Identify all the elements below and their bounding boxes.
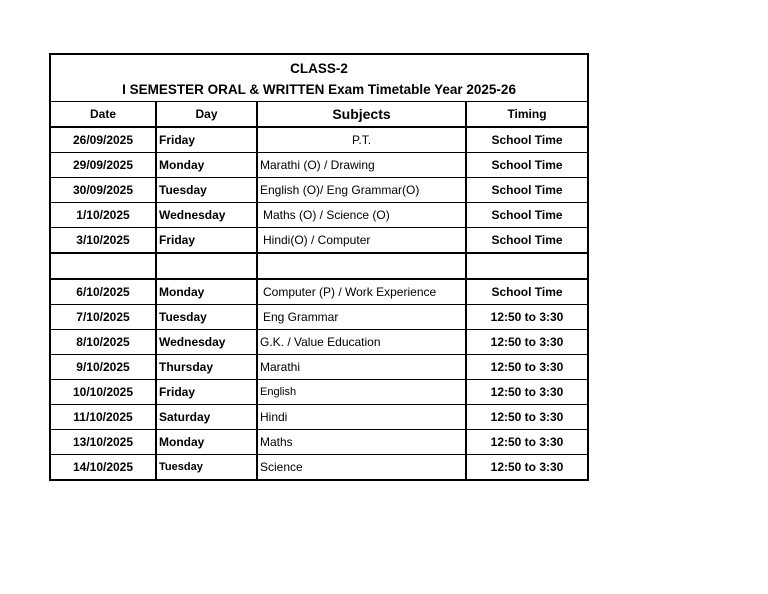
exam-date: 8/10/2025: [50, 330, 156, 355]
exam-subject: G.K. / Value Education: [257, 330, 466, 355]
exam-timing: 12:50 to 3:30: [466, 380, 588, 405]
exam-day: Monday: [156, 430, 257, 455]
blank-cell: [50, 253, 156, 279]
exam-date: 14/10/2025: [50, 455, 156, 481]
blank-cell: [466, 253, 588, 279]
table-row: [50, 305, 588, 330]
exam-day: Saturday: [156, 405, 257, 430]
exam-day: Monday: [156, 153, 257, 178]
table-row: [50, 279, 588, 305]
exam-subject: Marathi (O) / Drawing: [257, 153, 466, 178]
exam-subject: English: [257, 380, 466, 405]
exam-date: 29/09/2025: [50, 153, 156, 178]
exam-timing: 12:50 to 3:30: [466, 430, 588, 455]
table-row: [50, 380, 588, 405]
table-row: [50, 405, 588, 430]
exam-subject: P.T.: [257, 127, 466, 153]
exam-timing: 12:50 to 3:30: [466, 355, 588, 380]
exam-timing: 12:50 to 3:30: [466, 305, 588, 330]
exam-subject: Hindi: [257, 405, 466, 430]
blank-cell: [257, 253, 466, 279]
table-row: [50, 355, 588, 380]
exam-day: Tuesday: [156, 305, 257, 330]
class-title: CLASS-2: [50, 54, 588, 79]
exam-date: 3/10/2025: [50, 228, 156, 254]
table-row: [50, 178, 588, 203]
exam-day: Tuesday: [156, 455, 257, 481]
subjects-column-header: Subjects: [257, 102, 466, 128]
exam-day: Tuesday: [156, 178, 257, 203]
exam-timing: School Time: [466, 203, 588, 228]
exam-subject: Marathi: [257, 355, 466, 380]
exam-day: Thursday: [156, 355, 257, 380]
exam-subject: Maths: [257, 430, 466, 455]
exam-day: Friday: [156, 127, 257, 153]
exam-date: 13/10/2025: [50, 430, 156, 455]
date-column-header: Date: [50, 102, 156, 128]
exam-day: Monday: [156, 279, 257, 305]
exam-date: 1/10/2025: [50, 203, 156, 228]
exam-day: Wednesday: [156, 330, 257, 355]
exam-timing: 12:50 to 3:30: [466, 455, 588, 481]
table-row: [50, 330, 588, 355]
blank-cell: [156, 253, 257, 279]
exam-subject: Eng Grammar: [257, 305, 466, 330]
exam-timing: School Time: [466, 127, 588, 153]
day-column-header: Day: [156, 102, 257, 128]
timing-column-header: Timing: [466, 102, 588, 128]
exam-subject: English (O)/ Eng Grammar(O): [257, 178, 466, 203]
exam-date: 7/10/2025: [50, 305, 156, 330]
table-row: [50, 203, 588, 228]
exam-subject: Hindi(O) / Computer: [257, 228, 466, 254]
exam-subject: Computer (P) / Work Experience: [257, 279, 466, 305]
table-row: [50, 455, 588, 481]
exam-day: Friday: [156, 380, 257, 405]
exam-timing: School Time: [466, 153, 588, 178]
exam-date: 9/10/2025: [50, 355, 156, 380]
exam-date: 10/10/2025: [50, 380, 156, 405]
exam-subject: Maths (O) / Science (O): [257, 203, 466, 228]
exam-timing: School Time: [466, 279, 588, 305]
exam-timing: 12:50 to 3:30: [466, 330, 588, 355]
column-header-row: [50, 102, 588, 128]
table-row: [50, 228, 588, 254]
exam-timing: School Time: [466, 178, 588, 203]
table-row: [50, 127, 588, 153]
exam-title: I SEMESTER ORAL & WRITTEN Exam Timetable Year 2025-26: [50, 79, 588, 102]
table-row: [50, 430, 588, 455]
exam-day: Wednesday: [156, 203, 257, 228]
exam-date: 30/09/2025: [50, 178, 156, 203]
subtitle-row: [50, 79, 588, 102]
exam-timetable: [49, 53, 589, 481]
exam-timing: 12:50 to 3:30: [466, 405, 588, 430]
table-row: [50, 153, 588, 178]
exam-day: Friday: [156, 228, 257, 254]
title-row: [50, 54, 588, 79]
exam-date: 11/10/2025: [50, 405, 156, 430]
exam-subject: Science: [257, 455, 466, 481]
exam-date: 6/10/2025: [50, 279, 156, 305]
exam-date: 26/09/2025: [50, 127, 156, 153]
exam-timing: School Time: [466, 228, 588, 254]
blank-separator-row: [50, 253, 588, 279]
